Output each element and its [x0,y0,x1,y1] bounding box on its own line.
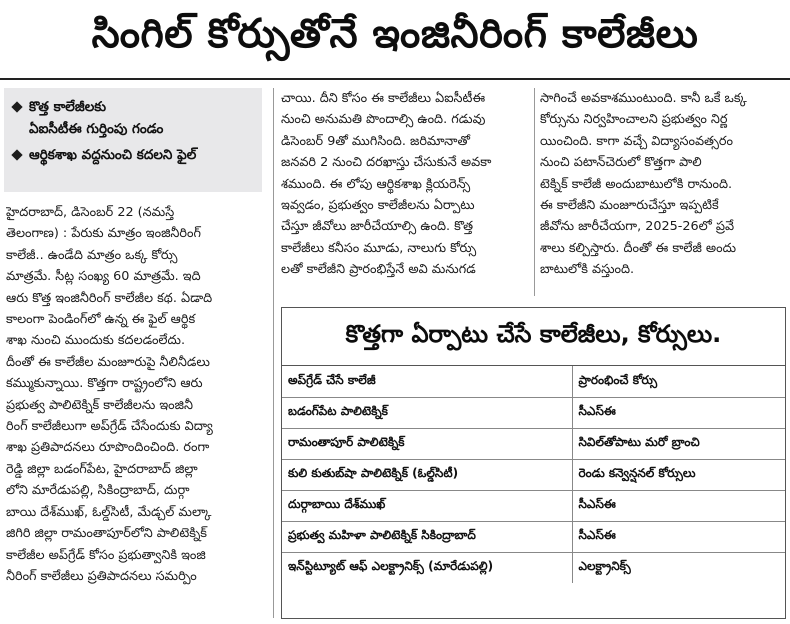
article-text-line: లోని మారేడుపల్లి, సికింద్రాబాద్, దుర్గా [6,483,190,499]
article-text-line: చాయి. దీని కోసం ఈ కాలేజీలు ఏఐసీటీఈ [281,91,486,106]
table-header-course: ప్రారంభించే కోర్సు [572,366,785,397]
course-cell: రెండు కన్వెన్షనల్ కోర్సులు [572,459,785,490]
college-cell: బడంగ్‌పేట పాలిటెక్నిక్ [282,397,572,428]
column-divider [273,88,274,618]
article-text-line: ఈ కాలేజీని మంజూరుచేస్తూ ఇప్పటికే [540,198,719,214]
article-column-3 [540,88,786,281]
article-text-line: కాలేజీల అప్‌గ్రేడ్ కోసం ప్రభుత్వానికి ఇంజి [6,547,206,563]
article-text-line: నీరింగ్ కాలేజీలు ప్రతిపాదనలు సమర్పిం [6,568,197,584]
highlight-line: కొత్త కాలేజీలకు [29,99,107,115]
college-cell: దుర్గాబాయి దేశ్‌ముఖ్ [282,490,572,521]
article-text-line: జనవరి 2 నుంచి దరఖాస్తు చేసుకునే అవకా [281,155,492,171]
article-text-line: కోర్సును నిర్వహించాలని ప్రభుత్వం నిర్ణ [540,112,728,128]
article-text-line: ఇవ్వడం, ప్రభుత్వం కాలేజీలను ఏర్పాటు [281,198,475,214]
article-text-line: మాత్రమే. సీట్ల సంఖ్య 60 మాత్రమే. ఇది [6,269,201,285]
course-cell: సీఎస్‌ఈ [572,490,785,521]
article-text-line: టెక్నిక్ కాలేజీ అందుబాటులోకి రానుంది. [540,176,733,192]
article-text-line: బాయి దేశ్‌ముఖ్, ఓల్డ్‌సిటీ, మేడ్చల్ మల్కా [6,504,212,520]
course-cell: సీఎస్‌ఈ [572,521,785,552]
article-text-line: డిసెంబర్ 9తో ముగిసింది. జరిమానాతో [281,133,470,149]
article-column-1 [6,202,268,587]
course-cell: సివిల్‌తోపాటు మరో బ్రాంచి [572,428,785,459]
table-row [282,428,785,459]
article-text-line: చేస్తూ జీవోలు జారీచేయాల్సి ఉంది. కొత్త [281,219,474,235]
article-text-line: కాలేజీ.. ఉండేది మాత్రం ఒక్క కోర్సు [6,247,178,263]
table-header-college: అప్‌గ్రేడ్ చేసే కాలేజీ [282,366,572,397]
article-text-line: కాలంగా పెండింగ్‌లో ఉన్న ఈ ఫైల్ ఆర్థిక [6,312,196,328]
highlight-item [10,96,256,140]
article-text-line: శాలు కల్పిస్తారు. దీంతో ఈ కాలేజీ అందు [540,240,737,256]
article-text-line: దీంతో ఈ కాలేజీల మంజూరుపై నీలినీడలు [6,354,210,370]
highlight-line: ఆర్థికశాఖ వద్దనుంచి కదలని ఫైల్ [29,147,197,163]
headline-rule [0,78,790,80]
article-text-line: జిగిరి జిల్లా రామంతాపూర్‌లోని పాలిటెక్నిక్ [6,526,207,542]
table-row [282,552,785,583]
table-title: కొత్తగా ఏర్పాటు చేసే కాలేజీలు, కోర్సులు. [282,308,785,366]
highlights-box [4,88,262,192]
column-divider [534,88,535,296]
table-row [282,459,785,490]
table-row [282,521,785,552]
college-cell: కులి కుతుబ్‌షా పాలిటెక్నిక్ (ఓల్డ్‌సిటీ) [282,459,572,490]
article-text-line: నుంచి అనుమతి పొందాల్సి ఉంది. గడువు [281,112,486,128]
article-text-line: నుంచి పటాన్‌చెరులో కొత్తగా పాలి [540,155,702,171]
colleges-table [282,366,785,583]
diamond-bullet-icon [11,149,22,160]
article-text-line: జీవోను జారీచేయగా, 2025-26లో ప్రవే [540,219,735,235]
article-text-line: శాఖ నుంచి ముందుకు కదలడంలేదు. [6,333,186,349]
highlight-item [10,144,256,166]
table-row [282,490,785,521]
course-cell: సీఎస్‌ఈ [572,397,785,428]
college-cell: ఇన్‌స్టిట్యూట్ ఆఫ్ ఎలక్ట్రానిక్స్ (మారేడుపల్లి) [282,552,572,583]
table-header-row [282,366,785,397]
article-text-line: రెడ్డి జిల్లా బడంగ్‌పేట, హైదరాబాద్ జిల్లా [6,461,198,477]
article-text-line: కాలేజీలు కనీసం మూడు, నాలుగు కోర్సు [281,240,477,256]
headline: సింగిల్ కోర్సుతోనే ఇంజినీరింగ్ కాలేజీలు [91,11,699,57]
article-text-line: ప్రభుత్వ పాలిటెక్నిక్ కాలేజీలను ఇంజినీ [6,397,193,413]
table-row [282,397,785,428]
diamond-bullet-icon [11,101,22,112]
article-text-line: సాగించే అవకాశముంటుంది. కానీ ఒకే ఒక్క [540,91,747,106]
article-text-line: యించింది. కాగా వచ్చే విద్యాసంవత్సరం [540,133,734,149]
article-text-line: కమ్ముకున్నాయి. కొత్తగా రాష్ట్రంలోని ఆరు [6,376,203,392]
article-text-line: శముంది. ఈ లోపు ఆర్థికశాఖ క్లియరెన్స్ [281,176,471,192]
article-text-line: శాఖ ప్రతిపాదనలు రూపొందించింది. రంగా [6,440,210,456]
college-cell: ప్రభుత్వ మహిళా పాలిటెక్నిక్ సికింద్రాబాద్ [282,521,572,552]
article-text-line: బాటులోకి వస్తుంది. [540,262,635,278]
article-text-line: లతో కాలేజీని ప్రారంభిస్తేనే అవి మనుగడ [281,262,476,278]
article-text-line: హైదరాబాద్, డిసెంబర్ 22 (నమస్తే [6,205,175,220]
article-text-line: తెలంగాణ) : పేరుకు మాత్రం ఇంజినీరింగ్ [6,226,201,242]
article-text-line: ఆరు కొత్త ఇంజినీరింగ్ కాలేజీల కథ. ఏడాది [6,290,213,306]
article-column-2 [281,88,529,281]
course-cell: ఎలక్ట్రానిక్స్ [578,559,631,574]
highlight-line: ఏఐసీటీఈ గుర్తింపు గండం [29,121,164,137]
colleges-table-box [281,307,786,619]
college-cell: రామంతాపూర్ పాలిటెక్నిక్ [282,428,572,459]
article-text-line: రింగ్ కాలేజీలుగా అప్‌గ్రేడ్ చేసేందుకు విద్యా [6,419,213,435]
